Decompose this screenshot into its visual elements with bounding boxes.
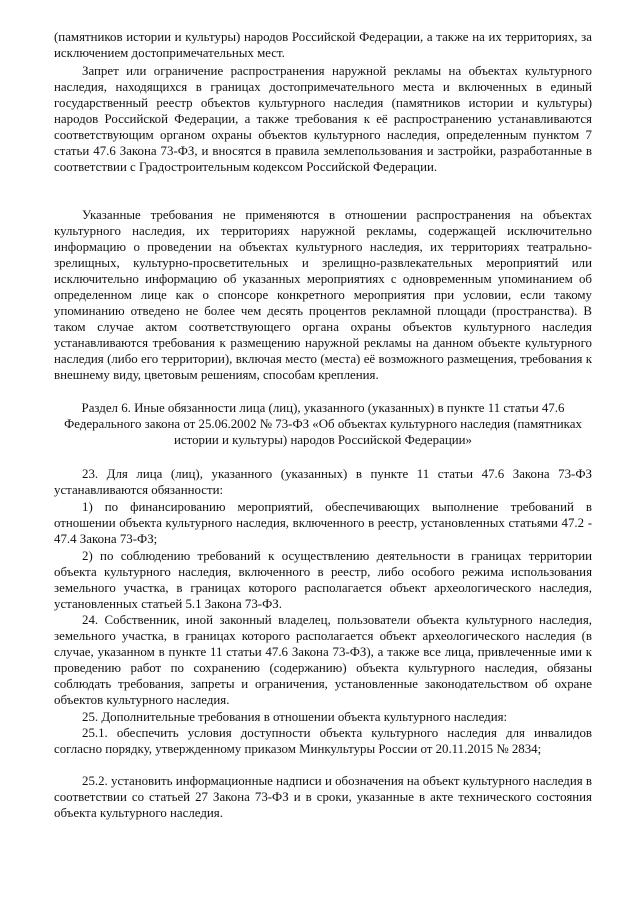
paragraph-25: 25. Дополнительные требования в отношении объекта культурного наследия:: [82, 710, 508, 724]
paragraph-23-item-1: 1) по финансированию мероприятий, обеспечивающих выполнение требований в отношении объекта культурного наследия, включенного в реестр, установленных статьями 47.2 - 47.4 Закона 73-ФЗ;: [54, 500, 592, 546]
paragraph-23-item-2: 2) по соблюдению требований к осуществлению деятельности в границах территории объекта культурного наследия, включенного в реестр, либо особого режима использования земельного участка, в границах которого располагается объект археологического наследия, установленных статьей 5.1 Закона 73-ФЗ.: [54, 549, 592, 611]
paragraph-requirements-exceptions: Указанные требования не применяются в отношении распространения на объектах культурного наследия, их территориях наружной рекламы, содержащей исключительно информацию о проведении на объектах культурного наследия, их территориях театрально-зрелищных, культурно-просветительных и зрелищно-развлекательных мероприятий или исключительно информацию об указанных мероприятиях с одновременным упоминанием об определенном лице как о спонсоре конкретного мероприятия при условии, если такому упоминанию отведено не более чем десять процентов рекламной площади (пространства). В таком случае актом соответствующего органа охраны объектов культурного наследия устанавливаются требования к размещению наружной рекламы на данном объекте культурного наследия (либо его территории), включая место (места) её возможного размещения, требования к внешнему виду, цветовым решениям, способам крепления.: [54, 208, 592, 382]
section-6-heading: Раздел 6. Иные обязанности лица (лиц), указанного (указанных) в пункте 11 статьи 47.6 Федерального закона от 25.06.2002 № 73-ФЗ «Об объектах культурного наследия (памятниках истории и культуры) народов Российской Федерации»: [64, 401, 582, 447]
paragraph-24: 24. Собственник, иной законный владелец, пользователи объекта культурного наследия, земельного участка, в границах которого располагается объект археологического наследия (в случае, указанном в пункте 11 статьи 47.6 Закона 73-ФЗ), а также все лица, привлеченные ими к проведению работ по сохранению (содержанию) объекта культурного наследия, обязаны соблюдать требования, запреты и ограничения, установленные законодательством об охране объектов культурного наследия.: [54, 613, 592, 707]
paragraph-23: 23. Для лица (лиц), указанного (указанных) в пункте 11 статьи 47.6 Закона 73-ФЗ устанавливаются обязанности:: [54, 467, 592, 497]
paragraph-advertising-ban: Запрет или ограничение распространения наружной рекламы на объектах культурного наследия, находящихся в границах достопримечательного места и включенных в единый государственный реестр объектов культурного наследия (памятников истории и культуры) народов Российской Федерации, а также требования к её распространению устанавливаются соответствующим органом охраны объектов культурного наследия, определенным пунктом 7 статьи 47.6 Закона 73-ФЗ, и вносятся в правила землепользования и застройки, разработанные в соответствии с Градостроительным кодексом Российской Федерации.: [54, 64, 592, 174]
paragraph-25-1: 25.1. обеспечить условия доступности объекта культурного наследия для инвалидов согласно порядку, утвержденному приказом Минкультуры России от 20.11.2015 № 2834;: [54, 726, 592, 756]
paragraph-25-2: 25.2. установить информационные надписи и обозначения на объект культурного наследия в соответствии со статьей 27 Закона 73-ФЗ и в сроки, указанные в акте технического состояния объекта культурного наследия.: [54, 774, 592, 820]
paragraph-continuation: (памятников истории и культуры) народов Российской Федерации, а также на их территориях, за исключением достопримечательных мест.: [54, 30, 592, 60]
